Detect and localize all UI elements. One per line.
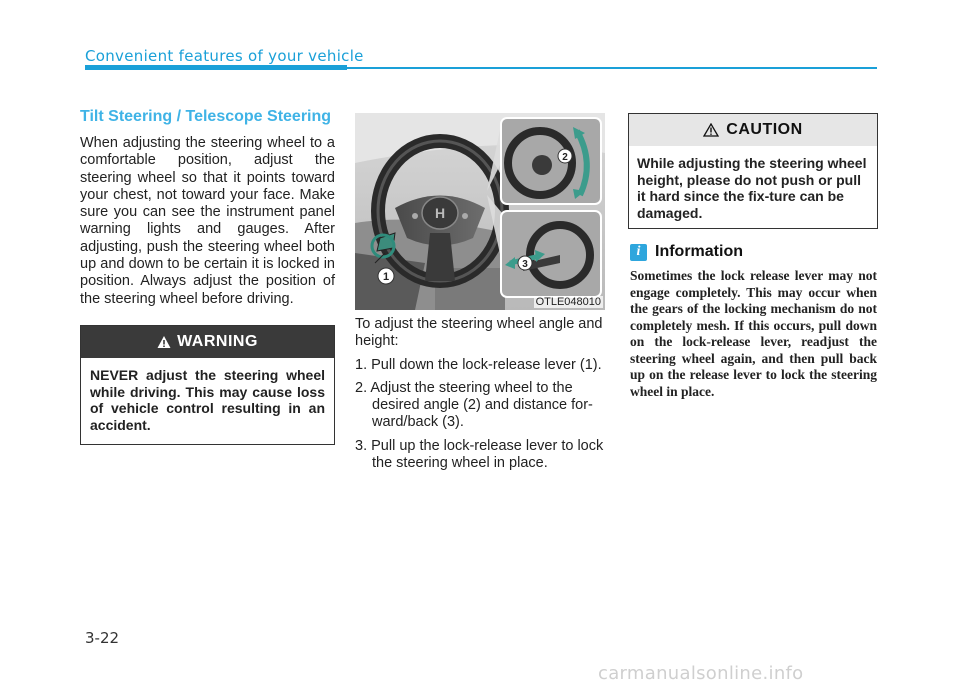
steering-wheel-illustration	[355, 113, 605, 310]
caution-header	[629, 114, 877, 146]
warning-header	[81, 326, 334, 358]
section-title: Tilt Steering / Telescope Steering	[80, 108, 332, 125]
header-rule-thin	[347, 67, 877, 69]
warning-box	[80, 325, 335, 445]
column-left	[80, 108, 335, 308]
page-number: 3-22	[85, 629, 120, 647]
caution-text: While adjusting the steering wheel height, please do not push or pull it hard since the fix-ture can be damaged.	[637, 155, 867, 221]
steering-wheel-figure	[355, 113, 605, 310]
procedure-steps	[355, 357, 605, 473]
caution-triangle-icon	[703, 123, 719, 137]
caution-box	[628, 113, 878, 229]
column-middle	[355, 316, 605, 478]
section-header: Convenient features of your vehicle	[85, 47, 364, 65]
information-title: Information	[655, 243, 743, 260]
watermark: carmanualsonline.info	[598, 663, 804, 684]
procedure-step: 2. Adjust the steering wheel to the desired angle (2) and distance for-ward/back (3).	[355, 379, 593, 431]
procedure-step: 1. Pull down the lock-release lever (1).	[355, 356, 602, 373]
warning-text: NEVER adjust the steering wheel while driving. This may cause loss of vehicle control resulting in an accident.	[90, 367, 325, 433]
warning-label: WARNING	[177, 333, 258, 350]
procedure-intro: To adjust the steering wheel angle and height:	[355, 316, 603, 350]
callout-3: 3	[522, 259, 528, 270]
info-icon: i	[630, 244, 647, 261]
intro-paragraph: When adjusting the steering wheel to a comfortable position, adjust the steering wheel so that it points toward your chest, not toward your face. Make sure you can see the instrument panel warning lights and gauges. After adjusting, push the steering wheel both up and down to be certain it is locked in position. Always adjust the position of the steering wheel before driving.	[80, 135, 335, 307]
figure-caption: OTLE048010	[535, 296, 601, 308]
callout-1: 1	[382, 271, 390, 283]
svg-text:H: H	[434, 205, 446, 221]
caution-label: CAUTION	[726, 121, 803, 138]
information-text: Sometimes the lock release lever may not engage completely. This may occur when the gears of the locking mechanism do not completely mesh. If this occurs, pull down on the lock-release lever, readjust the steering wheel again, and then pull back up on the release lever to lock the steering wheel in place.	[630, 268, 877, 399]
procedure-step: 3. Pull up the lock-release lever to lock the steering wheel in place.	[355, 437, 604, 472]
callout-2: 2	[562, 152, 568, 163]
header-rule-thick	[85, 65, 347, 70]
warning-triangle-icon	[157, 335, 171, 349]
information-heading	[630, 243, 743, 261]
